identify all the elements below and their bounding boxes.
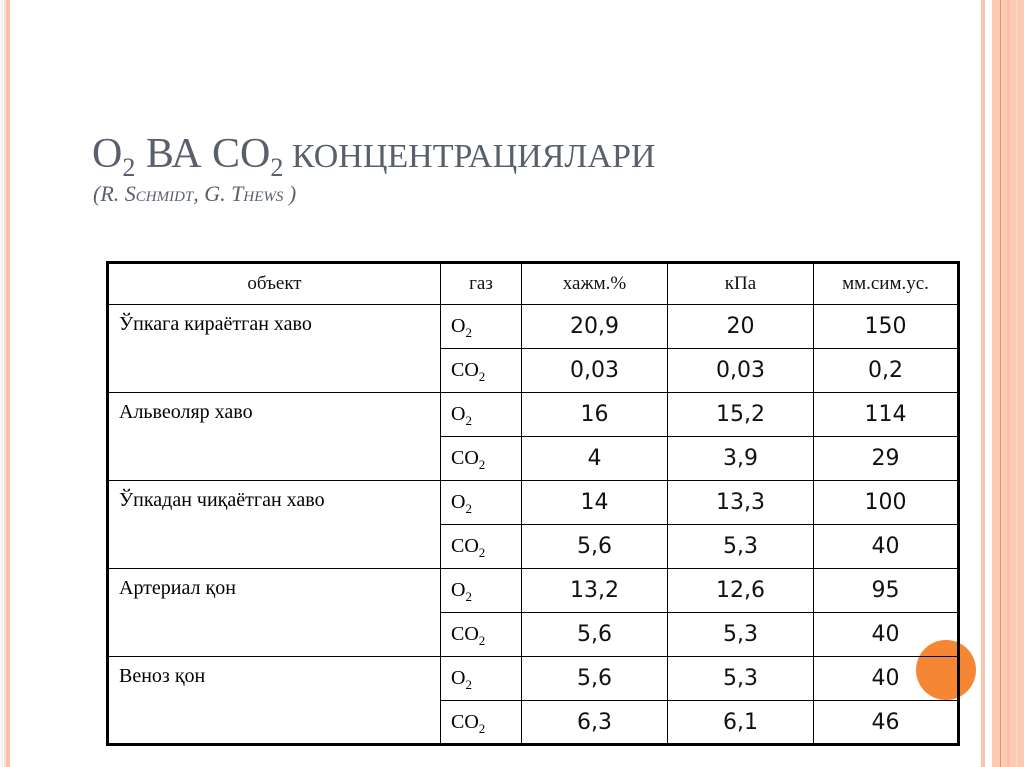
kpa-cell: 5,3 <box>668 657 814 701</box>
mmhg-cell: 46 <box>814 701 959 745</box>
object-cell: Альвеоляр хаво <box>108 393 441 481</box>
gas-sub: 2 <box>478 633 486 648</box>
table-row <box>108 569 959 613</box>
header-volume: хажм.% <box>522 263 668 305</box>
volume-cell: 5,6 <box>522 657 668 701</box>
object-cell: Ўпкага кираётган хаво <box>108 305 441 393</box>
kpa-cell: 3,9 <box>668 437 814 481</box>
table-header-row <box>108 263 959 305</box>
volume-cell: 14 <box>522 481 668 525</box>
table-row <box>108 657 959 701</box>
mmhg-cell: 0,2 <box>814 349 959 393</box>
table-row <box>108 393 959 437</box>
gas-label: CO <box>451 623 479 645</box>
volume-cell: 5,6 <box>522 525 668 569</box>
volume-cell: 13,2 <box>522 569 668 613</box>
gas-label: O <box>451 315 466 337</box>
header-object: объект <box>108 263 441 305</box>
volume-cell: 6,3 <box>522 701 668 745</box>
right-decor-line <box>1000 0 1001 767</box>
gas-cell <box>441 613 522 657</box>
title-rest: КОНЦЕНТРАЦИЯЛАРИ <box>283 138 656 175</box>
header-kpa: кПа <box>668 263 814 305</box>
gas-cell <box>441 437 522 481</box>
kpa-cell: 0,03 <box>668 349 814 393</box>
gas-sub: 2 <box>465 501 472 516</box>
gas-sub: 2 <box>465 677 472 692</box>
gas-label: CO <box>451 710 479 733</box>
kpa-cell: 5,3 <box>668 525 814 569</box>
mmhg-cell: 40 <box>814 613 959 657</box>
gas-label: O <box>451 579 466 601</box>
gas-cell <box>441 481 522 525</box>
title-sub: 2 <box>122 153 136 182</box>
object-cell: Артериал қон <box>108 569 441 657</box>
gas-cell <box>441 701 522 745</box>
title-co: ВА CO <box>135 131 271 177</box>
kpa-cell: 15,2 <box>668 393 814 437</box>
table-row <box>108 305 959 349</box>
mmhg-cell: 40 <box>814 525 959 569</box>
gas-sub: 2 <box>465 589 472 604</box>
kpa-cell: 13,3 <box>668 481 814 525</box>
header-mmhg: мм.сим.ус. <box>814 263 959 305</box>
kpa-cell: 12,6 <box>668 569 814 613</box>
slide-title <box>92 131 656 182</box>
gas-label: O <box>451 403 466 425</box>
gas-label: CO <box>451 447 479 469</box>
left-decor-stripe <box>6 0 10 767</box>
slide-subtitle: (R. Schmidt, G. Thews ) <box>93 181 297 206</box>
mmhg-cell: 114 <box>814 393 959 437</box>
gas-cell <box>441 657 522 701</box>
object-cell: Ўпкадан чиқаётган хаво <box>108 481 441 569</box>
gas-cell <box>441 525 522 569</box>
left-decor-stripe <box>1 0 3 767</box>
right-decor-stripe <box>981 0 985 767</box>
right-decor-stripe <box>1007 0 1010 767</box>
concentration-table <box>106 261 960 746</box>
title-sub: 2 <box>270 153 284 182</box>
gas-cell <box>441 305 522 349</box>
header-gas: газ <box>441 263 522 305</box>
right-decor-stripe <box>1016 0 1018 767</box>
gas-label: O <box>451 491 466 513</box>
gas-cell <box>441 393 522 437</box>
gas-sub: 2 <box>478 457 486 472</box>
volume-cell: 4 <box>522 437 668 481</box>
kpa-cell: 6,1 <box>668 701 814 745</box>
mmhg-cell: 40 <box>814 657 959 701</box>
gas-sub: 2 <box>478 369 486 384</box>
gas-cell <box>441 569 522 613</box>
kpa-cell: 5,3 <box>668 613 814 657</box>
mmhg-cell: 95 <box>814 569 959 613</box>
kpa-cell: 20 <box>668 305 814 349</box>
title-o: O <box>92 131 123 177</box>
mmhg-cell: 100 <box>814 481 959 525</box>
gas-label: CO <box>451 359 479 381</box>
gas-cell <box>441 349 522 393</box>
volume-cell: 0,03 <box>522 349 668 393</box>
gas-sub: 2 <box>478 545 486 560</box>
gas-label: CO <box>451 535 479 557</box>
table-row <box>108 481 959 525</box>
gas-sub: 2 <box>478 720 486 736</box>
object-cell: Веноз қон <box>108 657 441 745</box>
volume-cell: 16 <box>522 393 668 437</box>
mmhg-cell: 150 <box>814 305 959 349</box>
mmhg-cell: 29 <box>814 437 959 481</box>
gas-label: O <box>451 667 466 689</box>
gas-sub: 2 <box>465 325 472 340</box>
gas-sub: 2 <box>465 413 472 428</box>
volume-cell: 5,6 <box>522 613 668 657</box>
volume-cell: 20,9 <box>522 305 668 349</box>
